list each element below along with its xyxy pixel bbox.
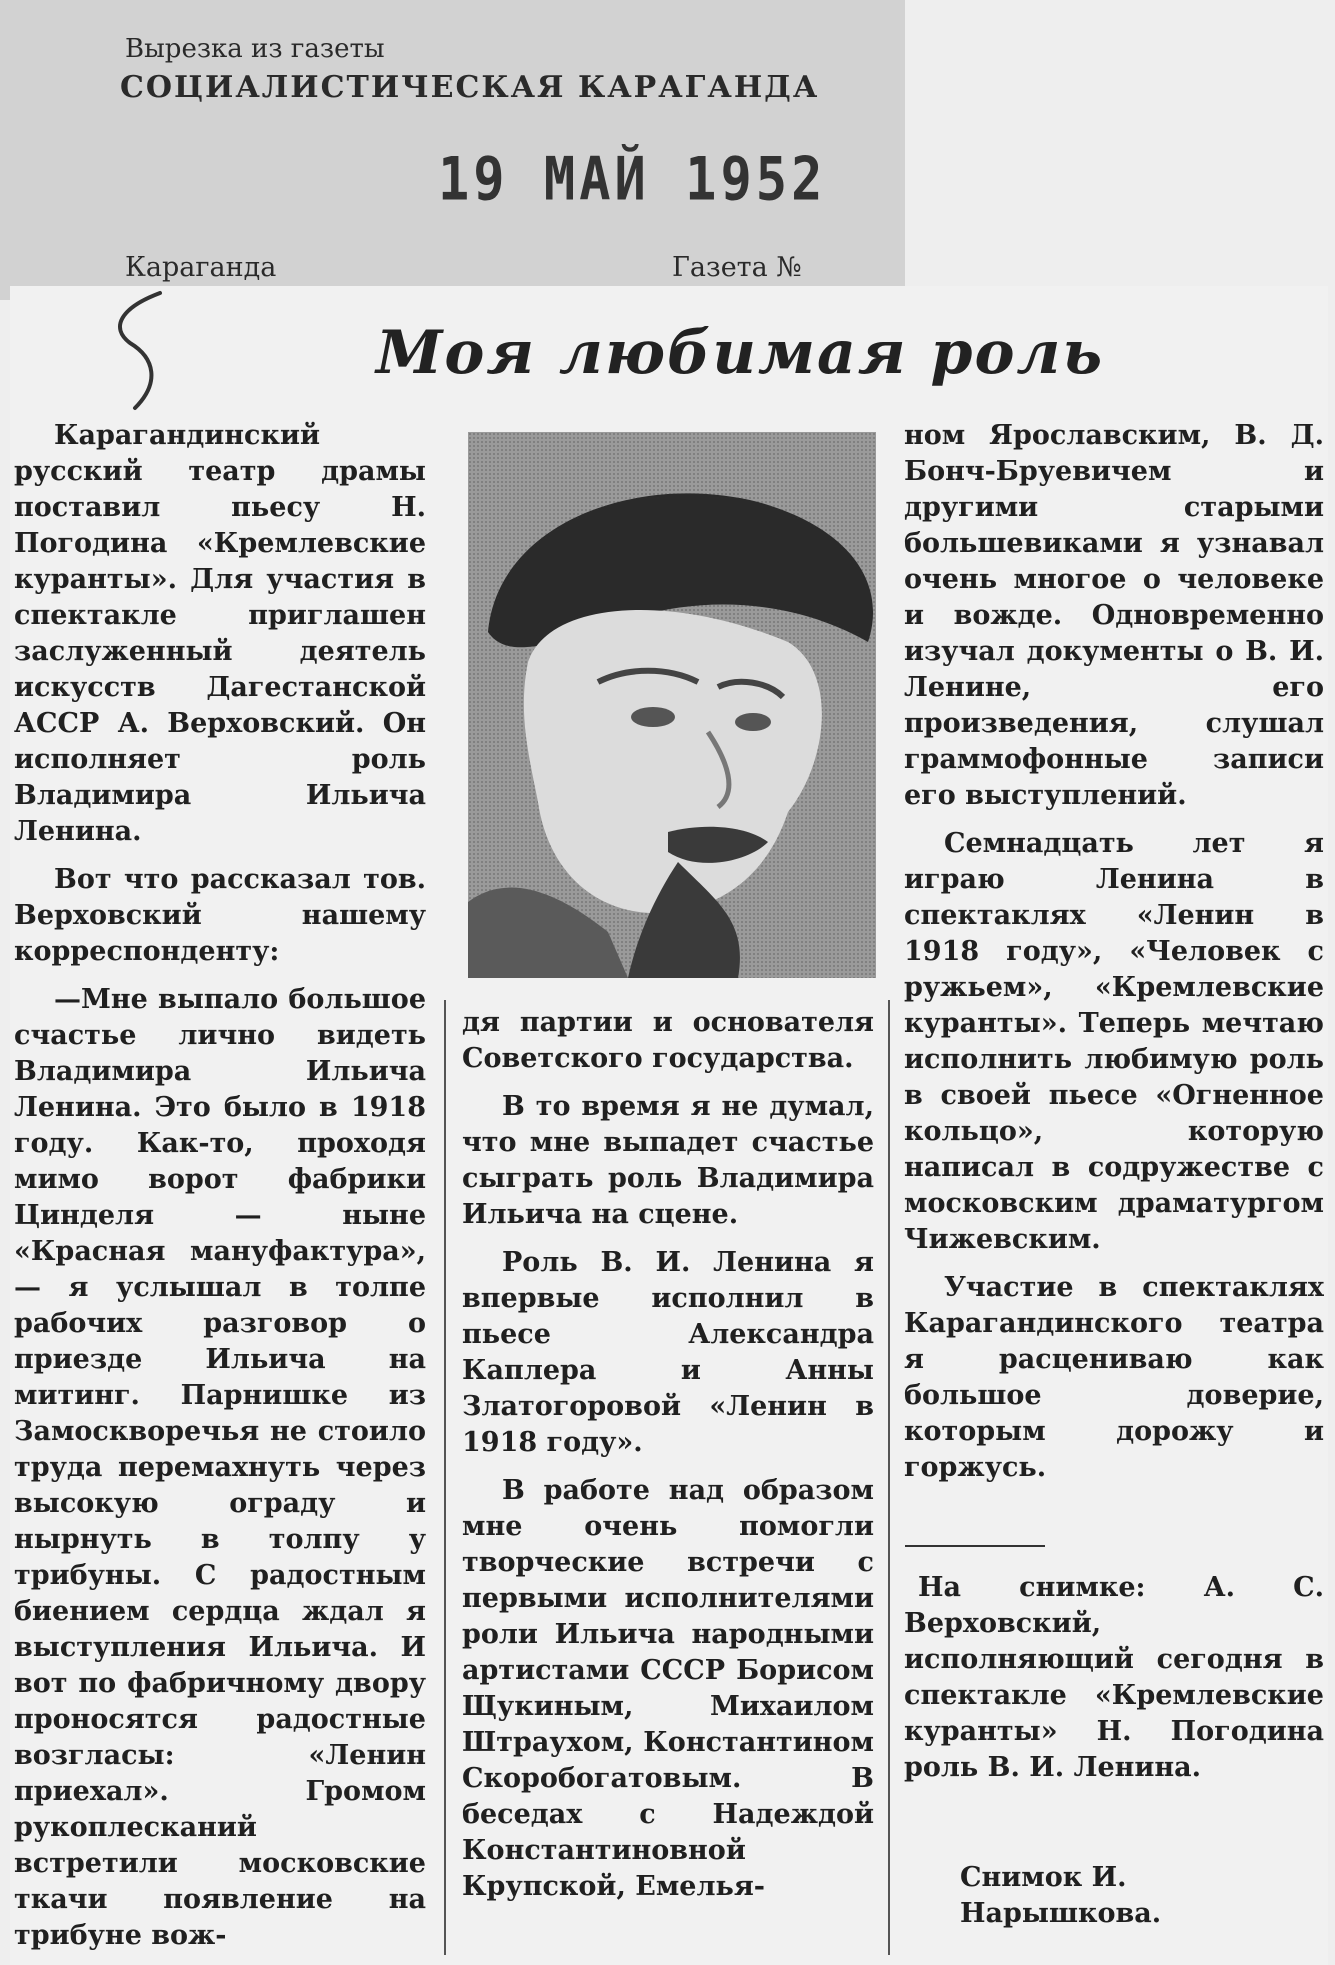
portrait-illustration <box>468 432 876 978</box>
paragraph: Семнадцать лет я играю Ленина в спектаклях «Ленин в 1918 году», «Человек с ружьем», «Кремлевские куранты». Теперь мечтаю исполнить любимую роль в своей пьесе «Огненное кольцо», которую написал в содружестве с московским драматургом Чижевским. <box>904 828 1324 1255</box>
issue-number-label: Газета № <box>672 252 802 283</box>
photo-caption <box>904 1570 1324 1794</box>
column-divider <box>444 1000 446 1955</box>
paragraph: Вот что рассказал тов. Верховский нашему корреспонденту: <box>14 864 426 967</box>
column-divider <box>888 1000 890 1955</box>
article-headline: Моя любимая роль <box>375 318 1105 388</box>
article-column-2 <box>462 1005 874 1955</box>
newspaper-name: СОЦИАЛИСТИЧЕСКАЯ КАРАГАНДА <box>120 70 820 105</box>
paragraph: Роль В. И. Ленина я впервые исполнил в пьесе Александра Каплера и Анны Златогоровой «Ленин в 1918 году». <box>462 1247 874 1458</box>
date-stamp: 19 МАЙ 1952 <box>438 145 827 215</box>
caption-text: На снимке: А. С. Верховский, исполняющий сегодня в спектакле «Кремлевские куранты» Н. Погодина роль В. И. Ленина. <box>904 1572 1324 1783</box>
clipping-source-label: Вырезка из газеты <box>125 34 385 64</box>
paragraph: Карагандинский русский театр драмы поставил пьесу Н. Погодина «Кремлевские куранты». Для участия в спектакле приглашен заслуженный деятель искусств Дагестанской АССР А. Верховский. Он исполняет роль Владимира Ильича Ленина. <box>14 420 426 847</box>
city-label: Караганда <box>125 252 277 283</box>
paragraph: —Мне выпало большое счастье лично видеть Владимира Ильича Ленина. Это было в 1918 году. Как-то, проходя мимо ворот фабрики Цинделя — ныне «Красная мануфактура»,— я услышал в толпе рабочих разговор о приезде Ильича на митинг. Парнишке из Замоскворечья не стоило труда перемахнуть через высокую ограду и нырнуть в толпу у трибуны. С радостным биением сердца ждал я выступления Ильича. И вот по фабричному двору проносятся радостные возгласы: «Ленин приехал». Громом рукоплесканий встретили московские ткачи появление на трибуне вож- <box>14 984 426 1951</box>
paragraph: Участие в спектаклях Карагандинского театра я расцениваю как большое доверие, которым дорожу и горжусь. <box>904 1272 1324 1483</box>
article-column-1 <box>14 418 426 1958</box>
paragraph: В то время я не думал, что мне выпадет счастье сыграть роль Владимира Ильича на сцене. <box>462 1091 874 1230</box>
paragraph: ном Ярославским, В. Д. Бонч-Бруевичем и другими старыми большевиками я узнавал очень многое о человеке и вожде. Одновременно изучал документы о В. И. Ленине, его произведения, слушал граммофонные записи его выступлений. <box>904 420 1324 811</box>
paragraph: дя партии и основателя Советского государства. <box>462 1007 874 1074</box>
photo-credit: Снимок И. Нарышкова. <box>960 1862 1162 1929</box>
caption-divider <box>905 1545 1045 1547</box>
portrait-photo <box>468 432 876 978</box>
article-column-3 <box>904 418 1324 1518</box>
paragraph: В работе над образом мне очень помогли творческие встречи с первыми исполнителями роли Ильича народными артистами СССР Борисом Щукиным, Михаилом Штраухом, Константином Скоробогатовым. В беседах с Надеждой Константиновной Крупской, Емелья- <box>462 1475 874 1902</box>
